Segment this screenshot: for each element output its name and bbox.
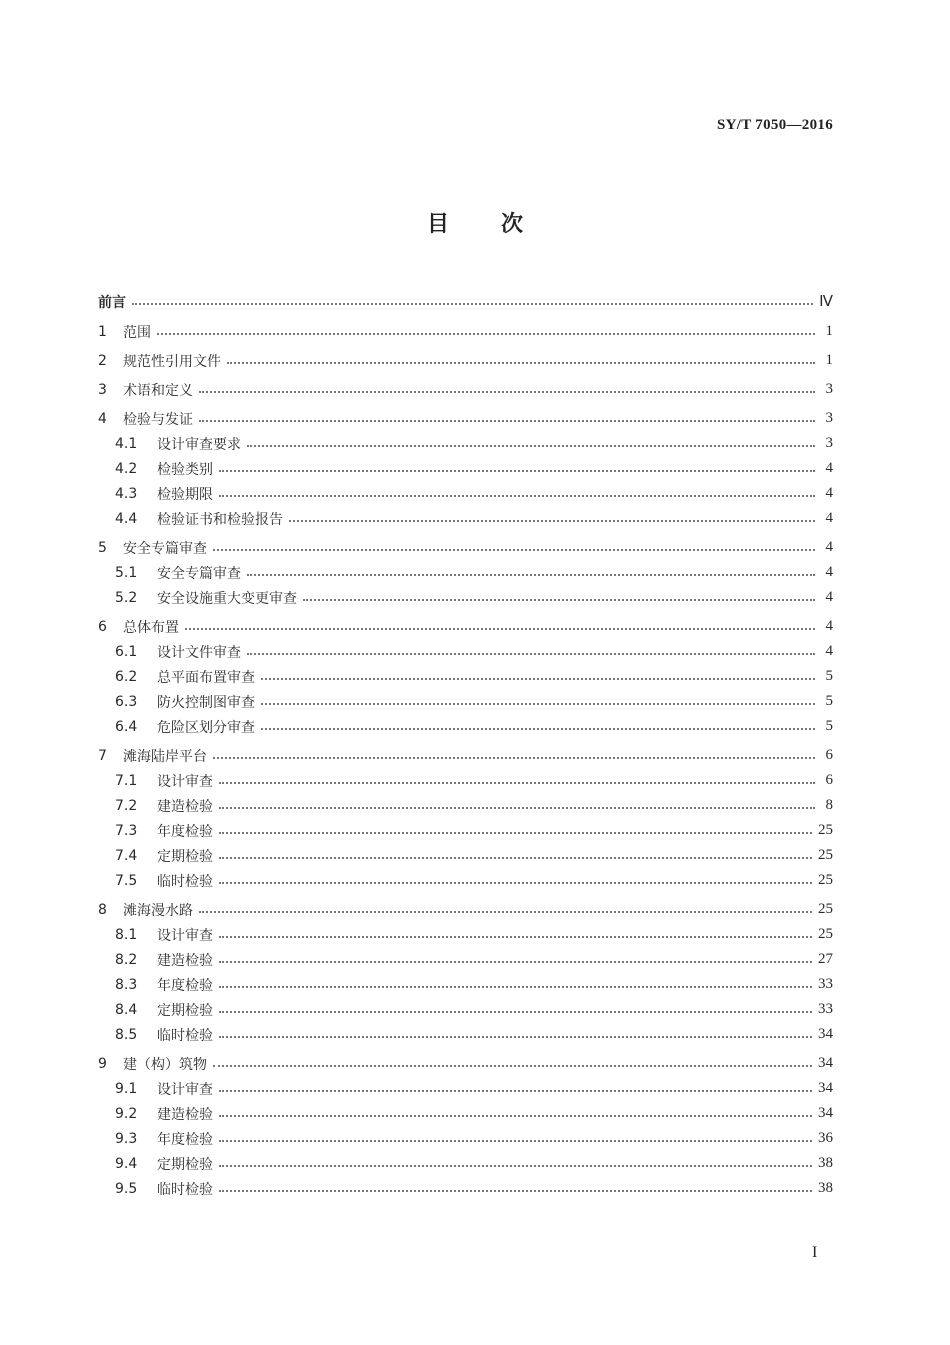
- toc-entry-page: 4: [825, 643, 833, 659]
- toc-title-char-1: 目: [426, 212, 449, 237]
- toc-entry-title: 建造检验: [157, 952, 213, 969]
- document-code: SY/T 7050—2016: [716, 117, 833, 133]
- dot-leader: [303, 598, 815, 601]
- toc-entry-number: 5.2: [115, 589, 138, 606]
- toc-entry-page: 33: [818, 976, 833, 992]
- toc-entry-number: 8.5: [115, 1026, 138, 1043]
- toc-entry-number: 6.4: [115, 718, 138, 735]
- toc-entry-page: 4: [825, 460, 833, 476]
- dot-leader: [247, 573, 815, 576]
- toc-entry-title: 范围: [123, 324, 151, 341]
- dot-leader: [219, 469, 815, 472]
- toc-entry-number: 8: [98, 901, 107, 918]
- page-folio: I: [812, 1244, 818, 1261]
- toc-entry-number: 7.3: [115, 822, 138, 839]
- toc-entry-title: 临时检验: [157, 873, 213, 890]
- toc-entry[interactable]: [98, 1126, 833, 1151]
- toc-entry-number: 7.2: [115, 797, 138, 814]
- dot-leader: [219, 806, 815, 809]
- toc-entry[interactable]: [98, 377, 833, 402]
- toc-entry-title: 设计审查: [157, 1081, 213, 1098]
- toc-entry-page: 27: [818, 951, 833, 967]
- dot-leader: [219, 1139, 812, 1142]
- toc-entry-number: 7.1: [115, 772, 138, 789]
- toc-entry[interactable]: [98, 793, 833, 818]
- toc-entry[interactable]: [98, 714, 833, 739]
- toc-entry[interactable]: [98, 972, 833, 997]
- toc-entry-page: 25: [818, 926, 833, 942]
- dot-leader: [219, 1164, 812, 1167]
- dot-leader: [219, 856, 812, 859]
- toc-entry-number: 6: [98, 618, 107, 635]
- toc-entry-number: 1: [98, 323, 107, 340]
- dot-leader: [199, 910, 812, 913]
- toc-entry[interactable]: [98, 288, 833, 315]
- toc-entry-title: 设计审查: [157, 773, 213, 790]
- toc-entry-title: 年度检验: [157, 823, 213, 840]
- dot-leader: [219, 1010, 812, 1013]
- toc-entry-title: 年度检验: [157, 977, 213, 994]
- toc-title-char-2: 次: [501, 212, 524, 237]
- dot-leader: [261, 677, 815, 680]
- dot-leader: [185, 627, 815, 630]
- toc-entry-number: 3: [98, 381, 107, 398]
- toc-entry-number: 9.5: [115, 1180, 138, 1197]
- table-of-contents: [98, 288, 833, 1201]
- dot-leader: [219, 985, 812, 988]
- toc-entry-page: 25: [818, 847, 833, 863]
- toc-entry-page: 25: [818, 901, 833, 917]
- toc-entry-page: 4: [825, 485, 833, 501]
- dot-leader: [219, 935, 812, 938]
- dot-leader: [219, 1089, 812, 1092]
- toc-entry-page: 1: [825, 352, 833, 368]
- toc-entry-number: 4.4: [115, 510, 138, 527]
- toc-entry-title: 术语和定义: [123, 382, 193, 399]
- toc-entry-title: 设计文件审查: [157, 644, 241, 661]
- toc-entry-number: 7.4: [115, 847, 138, 864]
- toc-entry-number: 8.2: [115, 951, 138, 968]
- toc-entry-title: 危险区划分审查: [157, 719, 255, 736]
- toc-entry-number: 8.3: [115, 976, 138, 993]
- toc-entry[interactable]: [98, 456, 833, 481]
- toc-entry[interactable]: [98, 843, 833, 868]
- toc-entry[interactable]: [98, 818, 833, 843]
- toc-entry-page: 33: [818, 1001, 833, 1017]
- toc-entry[interactable]: [98, 997, 833, 1022]
- toc-entry-page: 4: [825, 539, 833, 555]
- toc-entry-title: 前言: [98, 294, 126, 311]
- toc-entry-number: 8.1: [115, 926, 138, 943]
- toc-entry-page: 4: [825, 618, 833, 634]
- toc-entry[interactable]: [98, 1022, 833, 1047]
- dot-leader: [289, 519, 815, 522]
- toc-entry-number: 6.2: [115, 668, 138, 685]
- toc-entry-page: 6: [825, 772, 833, 788]
- toc-entry-page: 1: [825, 323, 833, 339]
- toc-entry[interactable]: [98, 481, 833, 506]
- toc-entry[interactable]: [98, 1176, 833, 1201]
- toc-entry-page: 8: [825, 797, 833, 813]
- toc-entry-number: 5.1: [115, 564, 138, 581]
- toc-entry-page: 4: [825, 564, 833, 580]
- toc-entry-number: 9.4: [115, 1155, 138, 1172]
- toc-entry-title: 建造检验: [157, 798, 213, 815]
- toc-entry-number: 6.1: [115, 643, 138, 660]
- toc-entry-number: 6.3: [115, 693, 138, 710]
- toc-entry-page: 25: [818, 872, 833, 888]
- toc-entry-title: 设计审查要求: [157, 436, 241, 453]
- toc-entry-page: 34: [818, 1080, 833, 1096]
- toc-entry-title: 定期检验: [157, 1156, 213, 1173]
- toc-entry[interactable]: [98, 897, 833, 922]
- toc-entry[interactable]: [98, 614, 833, 639]
- dot-leader: [247, 652, 815, 655]
- dot-leader: [219, 781, 815, 784]
- dot-leader: [219, 1189, 812, 1192]
- toc-entry-title: 防火控制图审查: [157, 694, 255, 711]
- toc-entry-page: 5: [825, 718, 833, 734]
- dot-leader: [213, 548, 815, 551]
- toc-entry-page: 25: [818, 822, 833, 838]
- toc-entry-number: 7.5: [115, 872, 138, 889]
- toc-entry-title: 总平面布置审查: [157, 669, 255, 686]
- toc-entry-page: 6: [825, 747, 833, 763]
- toc-entry-title: 检验类别: [157, 461, 213, 478]
- toc-entry-title: 定期检验: [157, 848, 213, 865]
- toc-entry-title: 规范性引用文件: [123, 353, 221, 370]
- toc-entry[interactable]: [98, 560, 833, 585]
- toc-entry-number: 7: [98, 747, 107, 764]
- toc-entry-title: 检验期限: [157, 486, 213, 503]
- toc-entry-number: 5: [98, 539, 107, 556]
- toc-entry[interactable]: [98, 664, 833, 689]
- toc-entry-number: 4.1: [115, 435, 138, 452]
- toc-entry-number: 9.1: [115, 1080, 138, 1097]
- toc-entry[interactable]: [98, 743, 833, 768]
- toc-entry-page: 5: [825, 668, 833, 684]
- toc-entry-title: 设计审查: [157, 927, 213, 944]
- toc-entry-number: 9: [98, 1055, 107, 1072]
- toc-entry[interactable]: [98, 922, 833, 947]
- dot-leader: [213, 1064, 812, 1067]
- toc-entry[interactable]: [98, 1101, 833, 1126]
- toc-entry-page: 5: [825, 693, 833, 709]
- toc-entry-number: 4.2: [115, 460, 138, 477]
- dot-leader: [247, 444, 815, 447]
- dot-leader: [219, 1114, 812, 1117]
- toc-entry-page: 3: [825, 381, 833, 397]
- toc-entry-number: 9.3: [115, 1130, 138, 1147]
- toc-entry-title: 建（构）筑物: [123, 1056, 207, 1073]
- dot-leader: [219, 494, 815, 497]
- dot-leader: [199, 419, 815, 422]
- toc-entry-number: 4: [98, 410, 107, 427]
- toc-entry-page: 34: [818, 1026, 833, 1042]
- toc-entry[interactable]: [98, 431, 833, 456]
- dot-leader: [132, 302, 813, 305]
- toc-entry-title: 年度检验: [157, 1131, 213, 1148]
- toc-entry[interactable]: [98, 506, 833, 531]
- toc-entry[interactable]: [98, 1051, 833, 1076]
- toc-entry-number: 9.2: [115, 1105, 138, 1122]
- toc-entry-page: 34: [818, 1055, 833, 1071]
- toc-entry-title: 临时检验: [157, 1027, 213, 1044]
- dot-leader: [261, 727, 815, 730]
- toc-entry-title: 检验证书和检验报告: [157, 511, 283, 528]
- toc-entry-page: 3: [825, 435, 833, 451]
- toc-entry-title: 安全专篇审查: [123, 540, 207, 557]
- toc-entry[interactable]: [98, 348, 833, 373]
- toc-entry-title: 安全专篇审查: [157, 565, 241, 582]
- toc-entry[interactable]: [98, 1151, 833, 1176]
- dot-leader: [261, 702, 815, 705]
- toc-entry[interactable]: [98, 689, 833, 714]
- toc-entry[interactable]: [98, 1076, 833, 1101]
- toc-entry[interactable]: [98, 406, 833, 431]
- toc-entry[interactable]: [98, 585, 833, 610]
- dot-leader: [219, 1035, 812, 1038]
- toc-entry-page: 36: [818, 1130, 833, 1146]
- toc-entry-page: 3: [825, 410, 833, 426]
- dot-leader: [219, 960, 812, 963]
- toc-entry[interactable]: [98, 535, 833, 560]
- toc-entry-title: 滩海漫水路: [123, 902, 193, 919]
- toc-entry-number: 2: [98, 352, 107, 369]
- toc-entry-title: 临时检验: [157, 1181, 213, 1198]
- toc-entry-number: 4.3: [115, 485, 138, 502]
- dot-leader: [219, 831, 812, 834]
- toc-entry-title: 总体布置: [123, 619, 179, 636]
- toc-entry-number: 8.4: [115, 1001, 138, 1018]
- toc-entry[interactable]: [98, 639, 833, 664]
- toc-entry-page: 38: [818, 1155, 833, 1171]
- toc-entry-title: 滩海陆岸平台: [123, 748, 207, 765]
- toc-entry[interactable]: [98, 319, 833, 344]
- toc-entry-title: 检验与发证: [123, 411, 193, 428]
- toc-entry-page: Ⅳ: [819, 294, 833, 310]
- toc-entry-page: 4: [825, 589, 833, 605]
- toc-entry-title: 建造检验: [157, 1106, 213, 1123]
- toc-entry[interactable]: [98, 768, 833, 793]
- toc-entry-page: 38: [818, 1180, 833, 1196]
- dot-leader: [227, 361, 815, 364]
- dot-leader: [213, 756, 815, 759]
- toc-entry-page: 34: [818, 1105, 833, 1121]
- dot-leader: [199, 390, 815, 393]
- dot-leader: [157, 332, 815, 335]
- toc-title: [0, 207, 950, 238]
- toc-entry[interactable]: [98, 947, 833, 972]
- toc-entry-page: 4: [825, 510, 833, 526]
- toc-entry-title: 定期检验: [157, 1002, 213, 1019]
- toc-entry[interactable]: [98, 868, 833, 893]
- dot-leader: [219, 881, 812, 884]
- toc-entry-title: 安全设施重大变更审查: [157, 590, 297, 607]
